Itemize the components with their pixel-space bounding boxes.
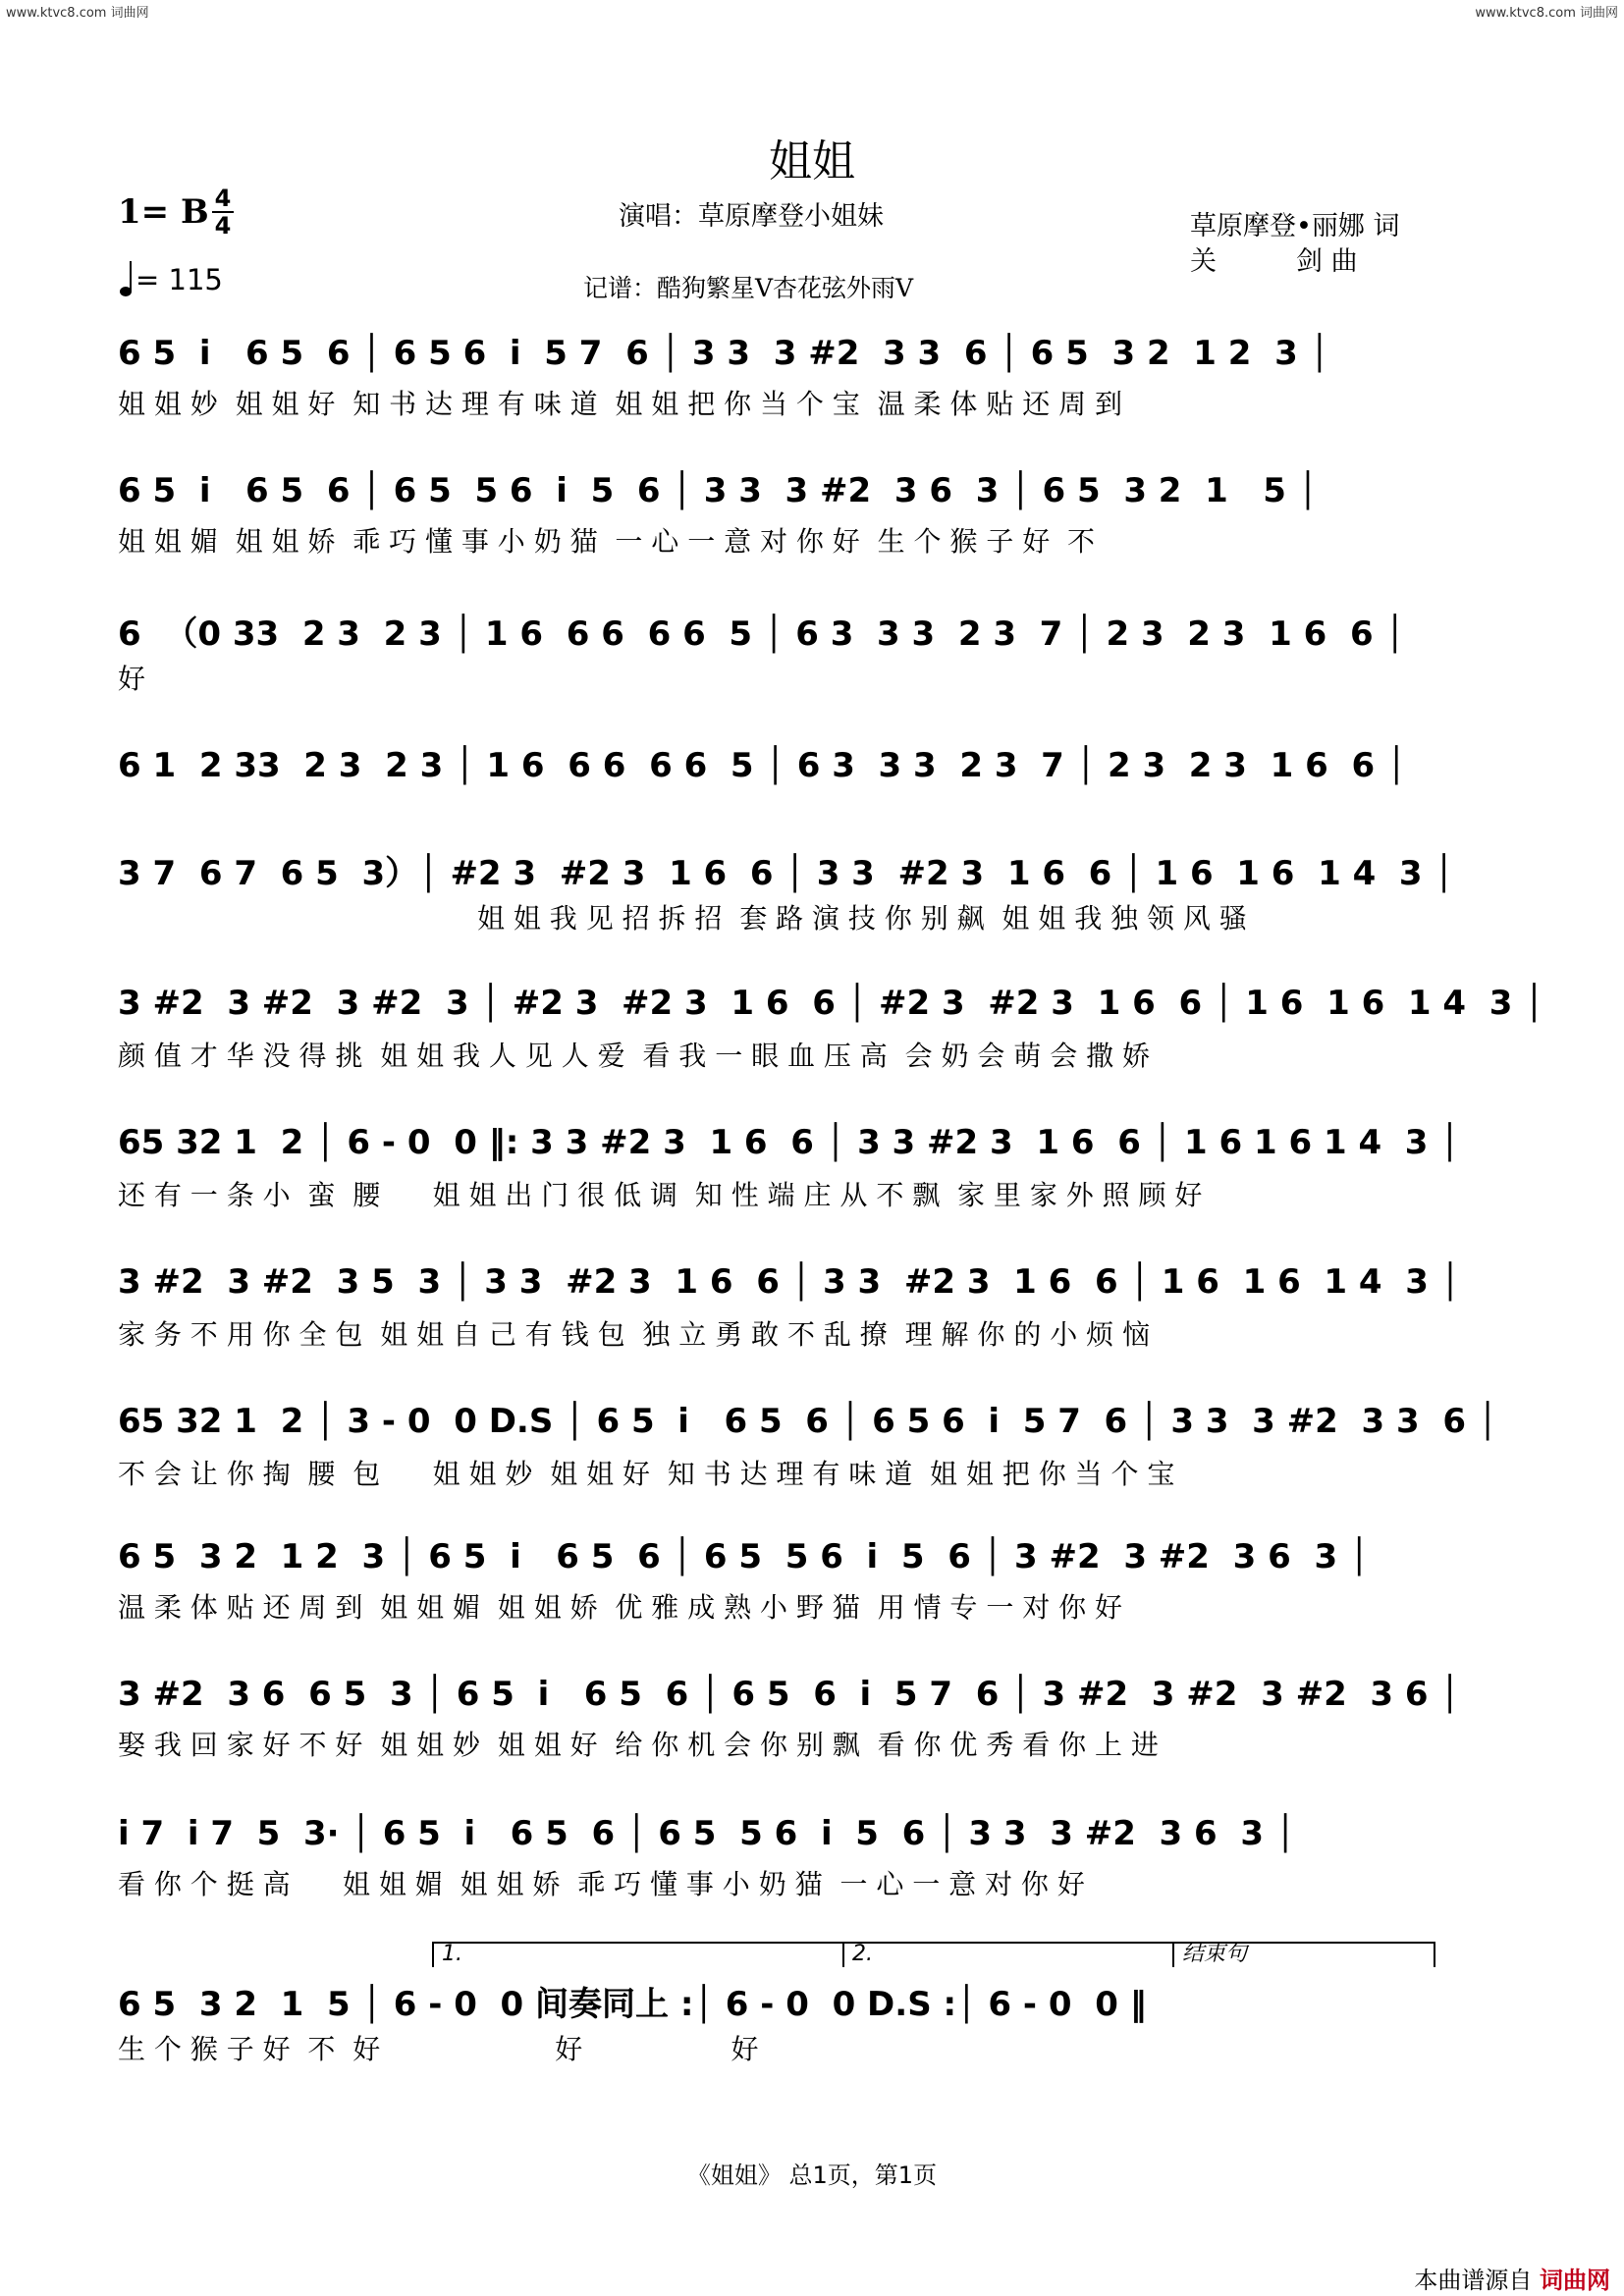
watermark-left: www.ktvc8.com 词曲网 <box>6 6 149 21</box>
volta-bracket-1 <box>432 1942 842 1967</box>
lyrics-line-12: 看 你 个 挺 高 姐 姐 媚 姐 姐 娇 乖 巧 懂 事 小 奶 猫 一 心 一 意 对 你 好 <box>118 1868 1085 1900</box>
lyrics-line-13: 生 个 猴 子 好 不 好 好 好 <box>118 2033 759 2065</box>
lyrics-line-7: 还 有 一 条 小 蛮 腰 姐 姐 出 门 很 低 调 知 性 端 庄 从 不 飘 家 里 家 外 照 顾 好 <box>118 1179 1203 1211</box>
time-signature-bottom: 4 <box>214 212 232 240</box>
notes-line-2: 6 5 i 6 5 6 │ 6 5 5 6 i 5 6 │ 3 3 3 #2 3 6 3 │ 6 5 3 2 1 5 │ <box>118 471 1319 510</box>
singer-credit: 演唱：草原摩登小姐妹 <box>619 201 884 232</box>
lyricist-credit: 草原摩登•丽娜 词 <box>1190 211 1400 241</box>
lyrics-line-8: 家 务 不 用 你 全 包 姐 姐 自 己 有 钱 包 独 立 勇 敢 不 乱 撩 理 解 你 的 小 烦 恼 <box>118 1318 1151 1351</box>
notes-line-4: 6 1 2 33 2 3 2 3 │ 1 6 6 6 6 6 5 │ 6 3 3 3 2 3 7 │ 2 3 2 3 1 6 6 │ <box>118 746 1407 785</box>
key-signature: 1= B <box>118 192 209 232</box>
volta-bracket-end <box>1172 1942 1435 1967</box>
notes-line-13: 6 5 3 2 1 5 │ 6 - 0 0 间奏同上 :│ 6 - 0 0 D.S :│ 6 - 0 0 ‖ <box>118 1985 1147 2024</box>
source-brand-logo: 词曲网 <box>1540 2267 1610 2294</box>
page-footer: 《姐姐》 总1页，第1页 <box>686 2162 938 2189</box>
lyrics-line-5: 姐 姐 我 见 招 拆 招 套 路 演 技 你 别 飙 姐 姐 我 独 领 风 骚 <box>477 902 1247 934</box>
volta-bracket-2 <box>842 1942 1172 1967</box>
lyrics-line-1: 姐 姐 妙 姐 姐 好 知 书 达 理 有 味 道 姐 姐 把 你 当 个 宝 温 柔 体 贴 还 周 到 <box>118 388 1123 420</box>
tempo-value: = 115 <box>135 263 223 296</box>
tempo-mark <box>120 259 134 302</box>
notes-line-7: 65 32 1 2 │ 6 - 0 0 ‖: 3 3 #2 3 1 6 6 │ 3 3 #2 3 1 6 6 │ 1 6 1 6 1 4 3 │ <box>118 1123 1460 1162</box>
volta-1-label: 1. <box>442 1942 462 1966</box>
lyrics-line-2: 姐 姐 媚 姐 姐 娇 乖 巧 懂 事 小 奶 猫 一 心 一 意 对 你 好 生 个 猴 子 好 不 <box>118 525 1096 558</box>
notes-line-5: 3 7 6 7 6 5 3）│ #2 3 #2 3 1 6 6 │ 3 3 #2 3 1 6 6 │ 1 6 1 6 1 4 3 │ <box>118 854 1454 893</box>
lyrics-line-10: 温 柔 体 贴 还 周 到 姐 姐 媚 姐 姐 娇 优 雅 成 熟 小 野 猫 用 情 专 一 对 你 好 <box>118 1591 1123 1624</box>
composer-credit: 关 剑 曲 <box>1190 246 1358 277</box>
notes-line-8: 3 #2 3 #2 3 5 3 │ 3 3 #2 3 1 6 6 │ 3 3 #2 3 1 6 6 │ 1 6 1 6 1 4 3 │ <box>118 1262 1461 1302</box>
source-prefix: 本曲谱源自 <box>1414 2267 1533 2294</box>
source-credit <box>1414 2261 1610 2295</box>
lyrics-line-9: 不 会 让 你 掏 腰 包 姐 姐 妙 姐 姐 好 知 书 达 理 有 味 道 姐 姐 把 你 当 个 宝 <box>118 1458 1175 1490</box>
lyrics-line-11: 娶 我 回 家 好 不 好 姐 姐 妙 姐 姐 好 给 你 机 会 你 别 飘 看 你 优 秀 看 你 上 进 <box>118 1729 1159 1761</box>
time-signature-top: 4 <box>214 185 232 212</box>
lyrics-line-6: 颜 值 才 华 没 得 挑 姐 姐 我 人 见 人 爱 看 我 一 眼 血 压 高 会 奶 会 萌 会 撒 娇 <box>118 1040 1151 1072</box>
time-signature <box>212 187 234 238</box>
quarter-note-icon <box>120 259 134 298</box>
lyrics-line-3: 好 <box>118 663 146 695</box>
watermark-right: www.ktvc8.com 词曲网 <box>1475 6 1618 21</box>
notes-line-1: 6 5 i 6 5 6 │ 6 5 6 i 5 7 6 │ 3 3 3 #2 3 3 6 │ 6 5 3 2 1 2 3 │ <box>118 334 1330 373</box>
volta-2-label: 2. <box>852 1942 873 1966</box>
notes-line-3: 6 （0 33 2 3 2 3 │ 1 6 6 6 6 6 5 │ 6 3 3 3 2 3 7 │ 2 3 2 3 1 6 6 │ <box>118 614 1405 654</box>
transcriber-credit: 记谱：酷狗繁星V杏花弦外雨V <box>583 274 914 302</box>
notes-line-12: i 7 i 7 5 3· │ 6 5 i 6 5 6 │ 6 5 5 6 i 5 6 │ 3 3 3 #2 3 6 3 │ <box>118 1814 1296 1853</box>
song-title: 姐姐 <box>769 136 855 187</box>
notes-line-10: 6 5 3 2 1 2 3 │ 6 5 i 6 5 6 │ 6 5 5 6 i 5 6 │ 3 #2 3 #2 3 6 3 │ <box>118 1537 1370 1576</box>
notes-line-9: 65 32 1 2 │ 3 - 0 0 D.S │ 6 5 i 6 5 6 │ 6 5 6 i 5 7 6 │ 3 3 3 #2 3 3 6 │ <box>118 1402 1498 1441</box>
notes-line-6: 3 #2 3 #2 3 #2 3 │ #2 3 #2 3 1 6 6 │ #2 3 #2 3 1 6 6 │ 1 6 1 6 1 4 3 │ <box>118 984 1544 1023</box>
notes-line-11: 3 #2 3 6 6 5 3 │ 6 5 i 6 5 6 │ 6 5 6 i 5 7 6 │ 3 #2 3 #2 3 #2 3 6 │ <box>118 1675 1460 1714</box>
volta-end-label: 结束句 <box>1182 1942 1248 1966</box>
